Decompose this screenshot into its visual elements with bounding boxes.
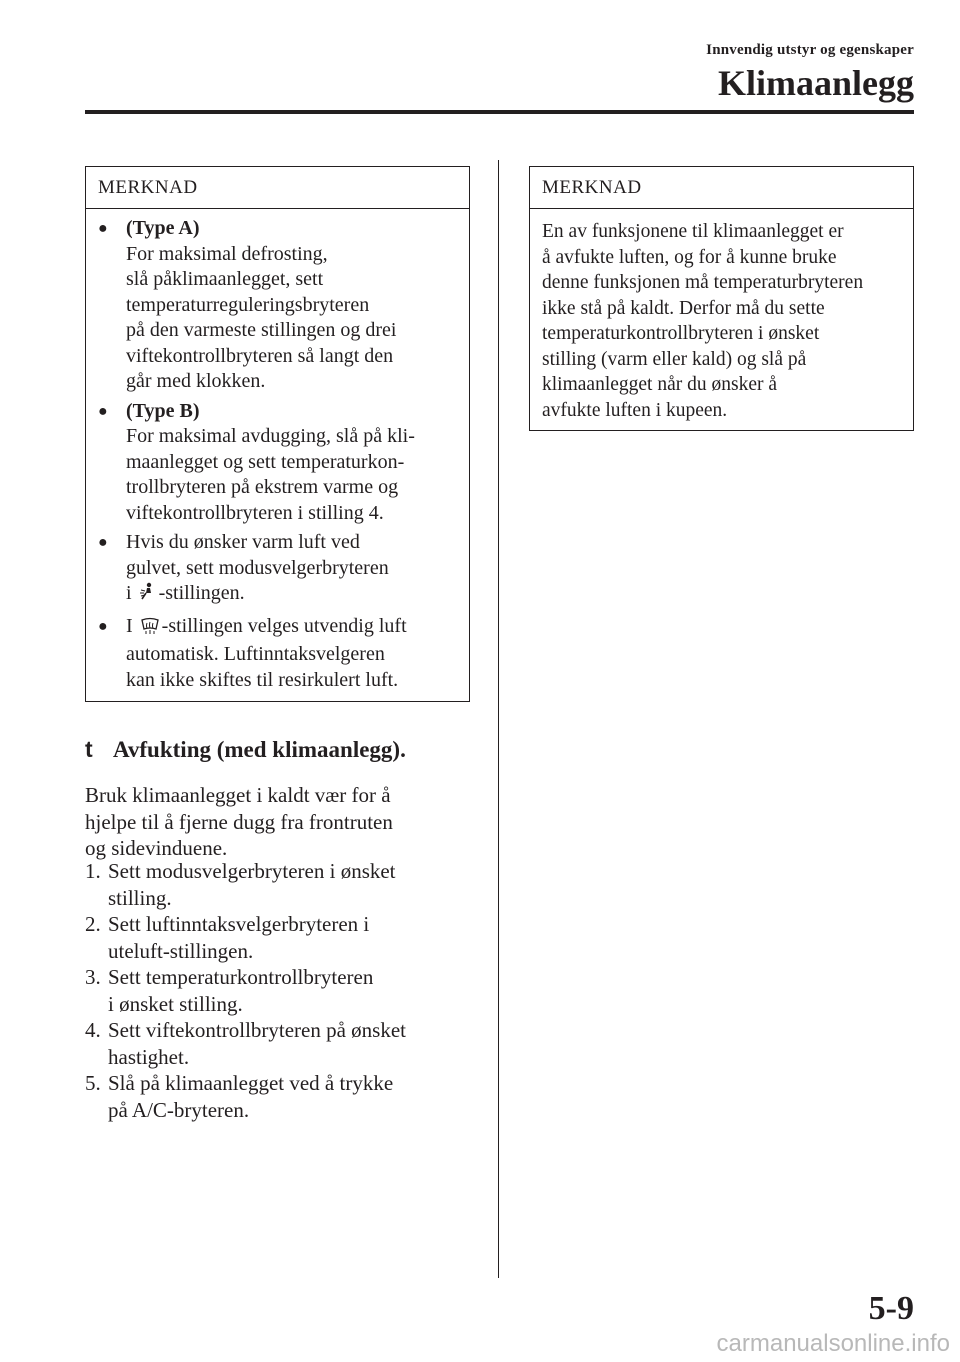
step-item [85,1070,406,1123]
step-line: på A/C-bryteren. [108,1097,250,1122]
bullet-icon: ● [98,220,108,237]
note-line [126,614,459,643]
note-line: For maksimal avdugging, slå på kli- [126,425,415,447]
note-line: temperaturreguleringsbryteren [126,293,370,316]
page-number: 5-9 [868,1290,914,1327]
note-line: maanlegget og sett temperaturkon- [126,450,405,473]
note-item [98,530,459,610]
note-line: går med klokken. [126,370,266,392]
note-heading: MERKNAD [86,167,469,209]
note-line-prefix: i [126,582,132,604]
column-divider [498,160,499,1278]
note-line-suffix: -stillingen velges utvendig luft [161,614,407,637]
note-line [126,581,459,610]
intro-line: og sidevinduene. [85,836,228,860]
note-line: viftekontrollbryteren så langt den [126,344,394,367]
intro-line: hjelpe til å fjerne dugg fra frontruten [85,809,393,834]
step-line: hastighet. [108,1044,190,1069]
page-title: Klimaanlegg [718,63,914,103]
floor-defrost-mode-icon [139,582,157,610]
note-body [86,209,469,707]
note-item-type: (Type A) [126,217,200,239]
step-number: 4. [85,1018,101,1042]
note-line: viftekontrollbryteren i stilling 4. [126,501,384,524]
note-line: stilling (varm eller kald) og slå på [542,348,807,370]
windshield-defrost-mode-icon [140,617,160,643]
note-heading: MERKNAD [530,167,913,209]
step-item [85,858,406,911]
step-line: i ønsket stilling. [108,991,243,1016]
note-item-type: (Type B) [126,399,200,422]
step-number: 3. [85,965,101,989]
section-intro [85,782,393,862]
note-line: gulvet, sett modusvelgerbryteren [126,556,389,579]
step-line: Sett luftinntaksvelgerbryteren i [108,912,370,936]
step-line: Sett modusvelgerbryteren i ønsket [108,859,396,883]
step-line: stilling. [108,885,172,910]
section-heading [85,736,406,763]
step-number: 1. [85,859,101,883]
note-line: automatisk. Luftinntaksvelgeren [126,643,385,665]
note-item [98,216,459,395]
section-marker-icon: t [85,736,93,762]
note-line: temperaturkontrollbryteren i ønsket [542,323,820,344]
note-item [98,399,459,527]
section-heading-text: Avfukting (med klimaanlegg). [113,737,406,762]
note-line: En av funksjonene til klimaanlegget er [542,221,844,242]
step-line: Sett viftekontrollbryteren på ønsket [108,1018,407,1042]
note-line-prefix: I [126,614,133,637]
note-line: trollbryteren på ekstrem varme og [126,476,399,498]
note-line: avfukte luften i kupeen. [542,399,728,421]
step-line: uteluft-stillingen. [108,938,254,963]
bullet-icon: ● [98,617,108,635]
step-line: Slå på klimaanlegget ved å trykke [108,1071,394,1095]
step-number: 5. [85,1071,101,1095]
bullet-icon: ● [98,402,108,420]
note-line: å avfukte luften, og for å kunne bruke [542,246,837,268]
note-box-right [529,166,914,431]
step-number: 2. [85,912,101,936]
chapter-subtitle: Innvendig utstyr og egenskaper [706,42,914,58]
note-line-suffix: -stillingen. [158,582,245,604]
note-line: denne funksjonen må temperaturbryteren [542,272,864,293]
step-item [85,1017,406,1070]
step-line: Sett temperaturkontrollbryteren [108,965,374,989]
step-item [85,964,406,1017]
note-line: ikke stå på kaldt. Derfor må du sette [542,297,825,319]
intro-line: Bruk klimaanlegget i kaldt vær for å [85,783,391,807]
header-rule [85,110,914,114]
note-line: kan ikke skiftes til resirkulert luft. [126,668,399,691]
bullet-icon: ● [98,534,108,551]
step-item [85,911,406,964]
note-line: på den varmeste stillingen og drei [126,319,397,341]
note-box-left [85,166,470,702]
steps-list [85,858,406,1123]
note-line: slå påklimaanlegget, sett [126,268,324,290]
watermark: carmanualsonline.info [716,1330,950,1357]
note-line: Hvis du ønsker varm luft ved [126,531,360,553]
note-line: For maksimal defrosting, [126,242,328,265]
note-body [530,209,913,433]
note-line: klimaanlegget når du ønsker å [542,374,777,395]
note-item [98,614,459,694]
